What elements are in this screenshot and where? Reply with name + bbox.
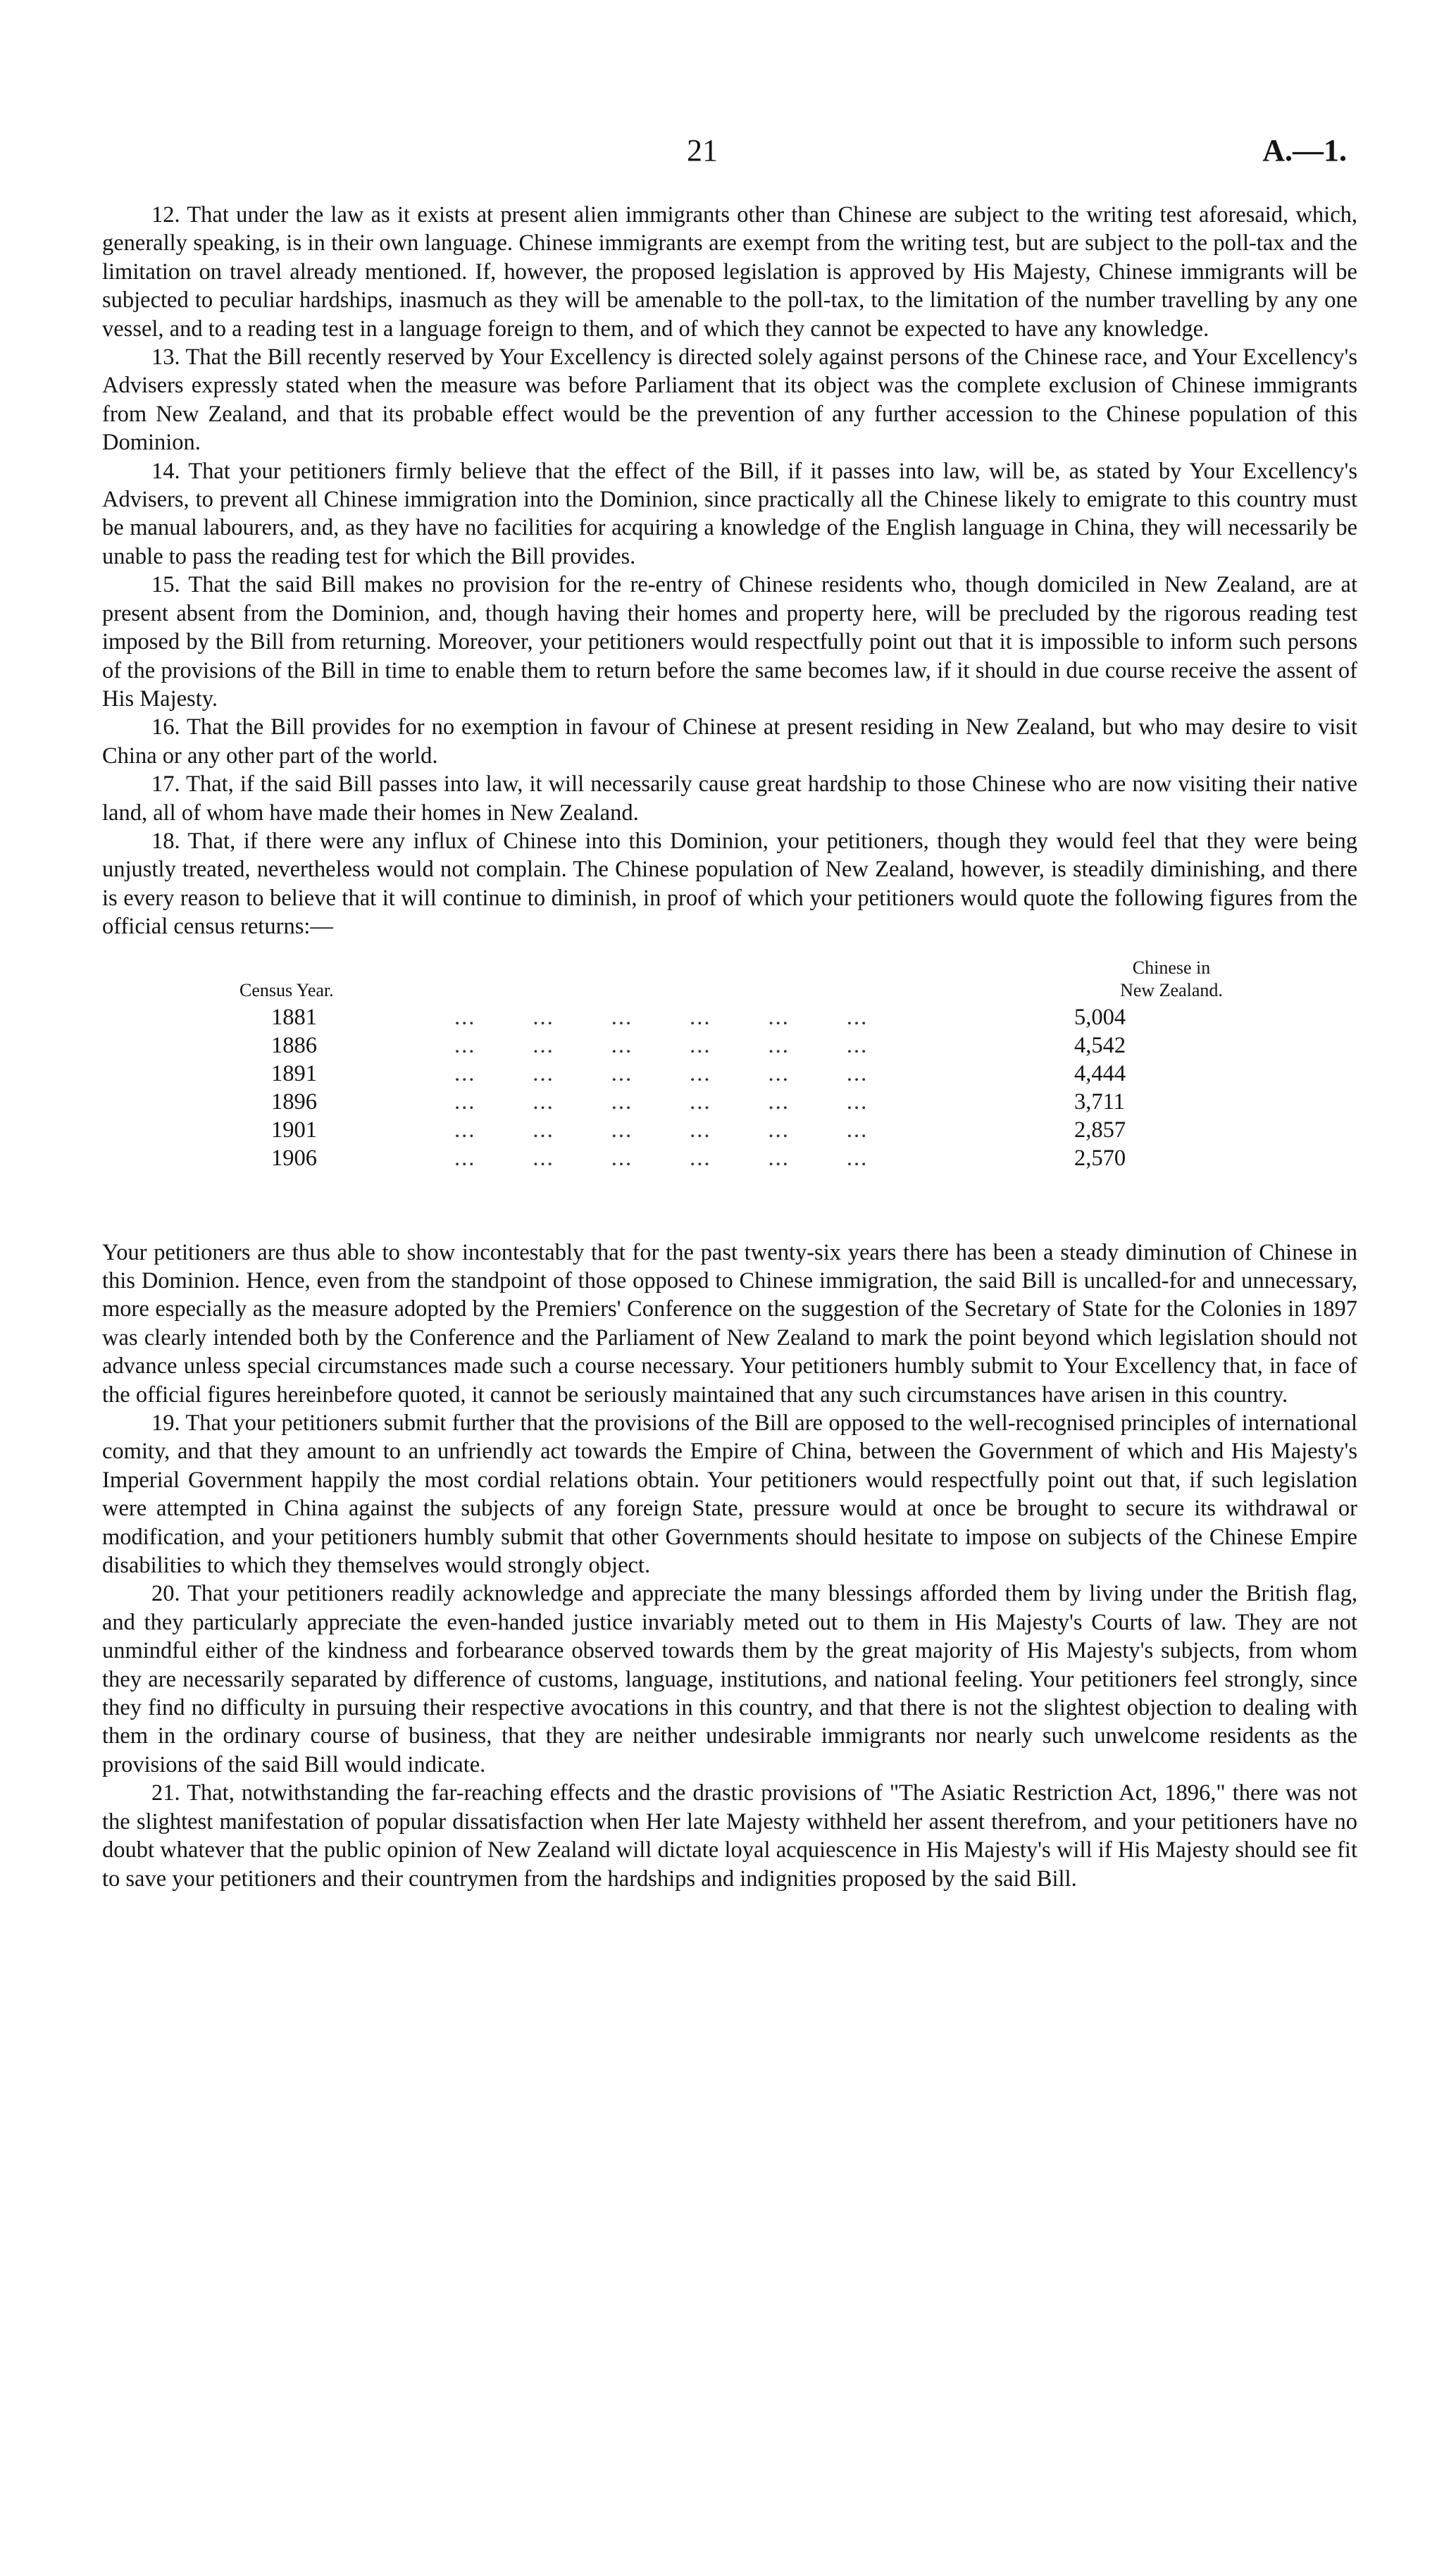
census-table (102, 957, 1357, 1217)
leader-dots: ... ... ... ... ... ... (454, 1117, 869, 1143)
table-row (102, 1088, 1357, 1116)
leader-dots: ... ... ... ... ... ... (454, 1088, 869, 1115)
census-continuation-paragraph: Your petitioners are thus able to show incontestably that for the past twenty-six years there has been a steady diminution of Chinese in this Dominion. Hence, even from the standpoint of those opposed to Chinese immigration, the said Bill is uncalled-for and unnecessary, more especially as the measure adopted by the Premiers' Conference on the suggestion of the Secretary of State for the Colonies in 1897 was clearly intended both by the Conference and the Parliament of New Zealand to mark the point beyond which legislation should not advance unless special circumstances made such a course necessary. Your petitioners humbly submit to Your Excellency that, in face of the official figures hereinbefore quoted, it cannot be seriously maintained that any such circumstances have arisen in this country. (102, 1239, 1357, 1408)
census-year: 1906 (271, 1145, 317, 1171)
leader-dots: ... ... ... ... ... ... (454, 1060, 869, 1086)
chinese-count: 4,542 (1074, 1032, 1126, 1058)
census-year: 1886 (271, 1032, 317, 1058)
chinese-count: 2,857 (1074, 1117, 1126, 1143)
paragraph-12: 12. That under the law as it exists at present alien immigrants other than Chinese are subject to the writing test aforesaid, which, generally speaking, is in their own language. Chinese immigrants are exempt from the writing test, but are subject to the poll-tax and the limitation on travel already mentioned. If, however, the proposed legislation is approved by His Majesty, Chinese immigrants will be subjected to peculiar hardships, inasmuch as they will be amenable to the poll-tax, to the limitation of the number travelling by any one vessel, and to a reading test in a language foreign to them, and of which they cannot be expected to have any knowledge. (102, 202, 1357, 342)
paragraph-13: 13. That the Bill recently reserved by Your Excellency is directed solely against persons of the Chinese race, and Your Excellency's Advisers expressly stated when the measure was before Parliament that its object was the complete exclusion of Chinese immigrants from New Zealand, and that its probable effect would be the prevention of any further accession to the Chinese population of this Dominion. (102, 345, 1357, 456)
chinese-count-header-line1: Chinese in (1132, 957, 1211, 978)
page-number: 21 (687, 133, 718, 168)
chinese-count: 2,570 (1074, 1145, 1126, 1171)
table-row (102, 1003, 1357, 1031)
leader-dots: ... ... ... ... ... ... (454, 1145, 869, 1171)
leader-dots: ... ... ... ... ... ... (454, 1004, 869, 1030)
paragraph-21: 21. That, notwithstanding the far-reaching effects and the drastic provisions of "The Asiatic Restriction Act, 1896," there was not the slightest manifestation of popular dissatisfaction when Her late Majesty withheld her assent therefrom, and your petitioners have no doubt whatever that the public opinion of New Zealand will dictate loyal acquiescence in His Majesty's will if His Majesty should see fit to save your petitioners and their countrymen from the hardships and indignities proposed by the said Bill. (102, 1780, 1357, 1892)
chinese-count: 4,444 (1074, 1060, 1126, 1086)
census-year: 1881 (271, 1004, 317, 1030)
leader-dots: ... ... ... ... ... ... (454, 1032, 869, 1058)
table-row (102, 1116, 1357, 1144)
paragraph-18: 18. That, if there were any influx of Chinese into this Dominion, your petitioners, though they would feel that they were being unjustly treated, nevertheless would not complain. The Chinese population of New Zealand, however, is steadily diminishing, and there is every reason to believe that it will continue to diminish, in proof of which your petitioners would quote the following figures from the official census returns:— (102, 828, 1357, 940)
chinese-count: 5,004 (1074, 1004, 1126, 1030)
paragraph-19: 19. That your petitioners submit further that the provisions of the Bill are opposed to the well-recognised principles of international comity, and that they amount to an unfriendly act towards the Empire of China, between the Government of which and His Majesty's Imperial Government happily the most cordial relations obtain. Your petitioners would respectfully point out that, if such legislation were attempted in China against the subjects of any foreign State, pressure would at once be brought to secure its withdrawal or modification, and your petitioners humbly submit that other Governments should hesitate to impose on subjects of the Chinese Empire disabilities to which they themselves would strongly object. (102, 1410, 1357, 1579)
chinese-count-header (1066, 957, 1277, 1002)
chinese-count: 3,711 (1074, 1088, 1125, 1115)
census-year: 1901 (271, 1117, 317, 1143)
table-row (102, 1031, 1357, 1060)
table-row (102, 1144, 1357, 1172)
page-header (0, 132, 1456, 182)
chinese-count-header-line2: New Zealand. (1120, 979, 1223, 1000)
census-year-header: Census Year. (239, 979, 334, 1000)
paragraph-20: 20. That your petitioners readily acknowledge and appreciate the many blessings afforded them by living under the British flag, and they particularly appreciate the even-handed justice invariably meted out to them in His Majesty's Courts of law. They are not unmindful either of the kindness and forbearance observed towards them by the great majority of His Majesty's subjects, from whom they are necessarily separated by difference of customs, language, institutions, and national feeling. Your petitioners feel strongly, since they find no difficulty in pursuing their respective avocations in this country, and that there is not the slightest objection to dealing with them in the ordinary course of business, that they are neither undesirable immigrants nor nearly such unwelcome residents as the provisions of the said Bill would indicate. (102, 1581, 1357, 1777)
paragraph-17: 17. That, if the said Bill passes into law, it will necessarily cause great hardship to those Chinese who are now visiting their native land, all of whom have made their homes in New Zealand. (102, 771, 1357, 826)
table-row (102, 1060, 1357, 1088)
census-year: 1891 (271, 1060, 317, 1086)
paragraph-15: 15. That the said Bill makes no provision for the re-entry of Chinese residents who, though domiciled in New Zealand, are at present absent from the Dominion, and, though having their homes and property here, will be precluded by the rigorous reading test imposed by the Bill from returning. Moreover, your petitioners would respectfully point out that it is impossible to inform such persons of the provisions of the Bill in time to enable them to return before the same becomes law, if it should in due course receive the assent of His Majesty. (102, 572, 1357, 712)
document-body (102, 201, 1357, 1893)
paragraph-14: 14. That your petitioners firmly believe that the effect of the Bill, if it passes into law, will be, as stated by Your Excellency's Advisers, to prevent all Chinese immigration into the Dominion, since practically all the Chinese likely to emigrate to this country must be manual labourers, and, as they have no facilities for acquiring a knowledge of the English language in China, they will necessarily be unable to pass the reading test for which the Bill provides. (102, 458, 1357, 569)
census-year: 1896 (271, 1088, 317, 1115)
paragraph-16: 16. That the Bill provides for no exemption in favour of Chinese at present residing in New Zealand, but who may desire to visit China or any other part of the world. (102, 714, 1357, 769)
document-reference: A.—1. (1262, 133, 1347, 168)
